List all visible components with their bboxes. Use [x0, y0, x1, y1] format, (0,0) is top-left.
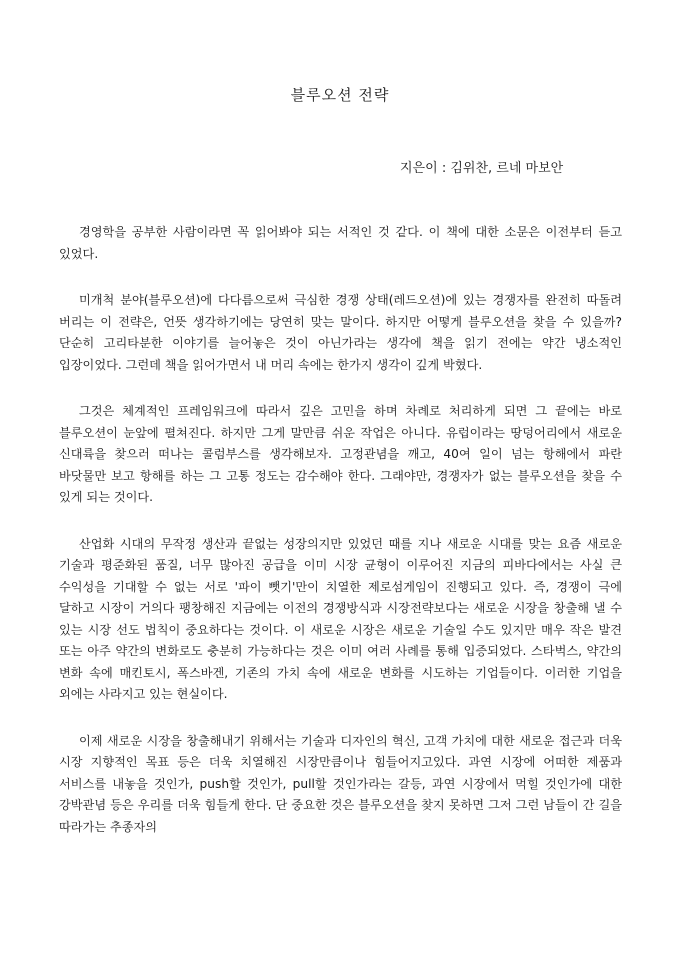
paragraph-5: 이제 새로운 시장을 창출해내기 위해서는 기술과 디자인의 혁신, 고객 가치에 대한 새로운 접근과 더욱 시장 지향적인 목표 등은 더욱 치열해진 시장만큼이나 힘들어지고있다. 과연 시장에 어떠한 제품과 서비스를 내놓을 것인가, push할 것인가, pull할 것인가라는 갈등, 과연 시장에서 먹힐 것인가에 대한 강박관념 등은 우리를 더욱 힘들게 한다. 단 중요한 것은 블루오션을 찾지 못하면 그저 그런 남들이 간 길을 따라가는 추종자의 [59, 733, 622, 834]
author-line [400, 157, 563, 176]
author-names: 김위찬, 르네 마보안 [450, 161, 564, 176]
body-text [59, 222, 622, 863]
paragraph-3: 그것은 체계적인 프레임워크에 따라서 깊은 고민을 하며 차례로 처리하게 되면 그 끝에는 바로 블루오션이 눈앞에 펼쳐진다. 하지만 그게 말만큼 쉬운 작업은 아니다. 유럽이라는 땅덩어리에서 새로운 신대륙을 찾으러 떠나는 콜럼부스를 생각해보자. 고정관념을 깨고, 40여 일이 넘는 항해에서 파란 바닷물만 보고 항해를 하는 그 고통 정도는 감수해야 한다. 그래야만, 경쟁자가 없는 블루오션을 찾을 수 있게 되는 것이다. [59, 404, 622, 504]
author-separator: : [437, 161, 451, 176]
document-title: 블루오션 전략 [290, 86, 390, 104]
paragraph-4: 산업화 시대의 무작정 생산과 끝없는 성장의지만 있었던 때를 지나 새로운 시대를 맞는 요즘 새로운 기술과 평준화된 품질, 너무 많아진 공급을 이미 시장 균형이 이루어진 지금의 피바다에서는 사실 큰 수익성을 기대할 수 없는 서로 '파이 뺏기'만이 치열한 제로섬게임이 진행되고 있다. 즉, 경쟁이 극에 달하고 시장이 거의다 팽창해진 지금에는 이전의 경쟁방식과 시장전략보다는 새로운 시장을 창출해 낼 수 있는 시장 선도 법칙이 중요하다는 것이다. 이 새로운 시장은 새로운 기술일 수도 있지만 매우 작은 발견 또는 아주 약간의 변화로도 충분히 가능하다는 것은 이미 여러 사례를 통해 입증되었다. 스타벅스, 약간의 변화 속에 매킨토시, 폭스바겐, 기존의 가치 속에 새로운 변화를 시도하는 기업들이다. 이러한 기업을 외에는 사라지고 있는 현실이다. [59, 536, 622, 701]
author-label: 지은이 [400, 161, 438, 176]
paragraph-1: 경영학을 공부한 사람이라면 꼭 읽어봐야 되는 서적인 것 같다. 이 책에 대한 소문은 이전부터 듣고 있었다. [59, 225, 622, 261]
paragraph-2: 미개척 분야(블루오션)에 다다름으로써 극심한 경쟁 상태(레드오션)에 있는 경쟁자를 완전히 따돌려 버리는 이 전략은, 언뜻 생각하기에는 당연히 맞는 말이다. 하지만 어떻게 블루오션을 찾을 수 있을까? 단순히 고리타분한 이야기를 늘어놓은 것이 아닌가라는 생각에 책을 읽기 전에는 약간 냉소적인 입장이었다. 그런데 책을 읽어가면서 내 머리 속에는 한가지 생각이 깊게 박혔다. [59, 293, 622, 372]
